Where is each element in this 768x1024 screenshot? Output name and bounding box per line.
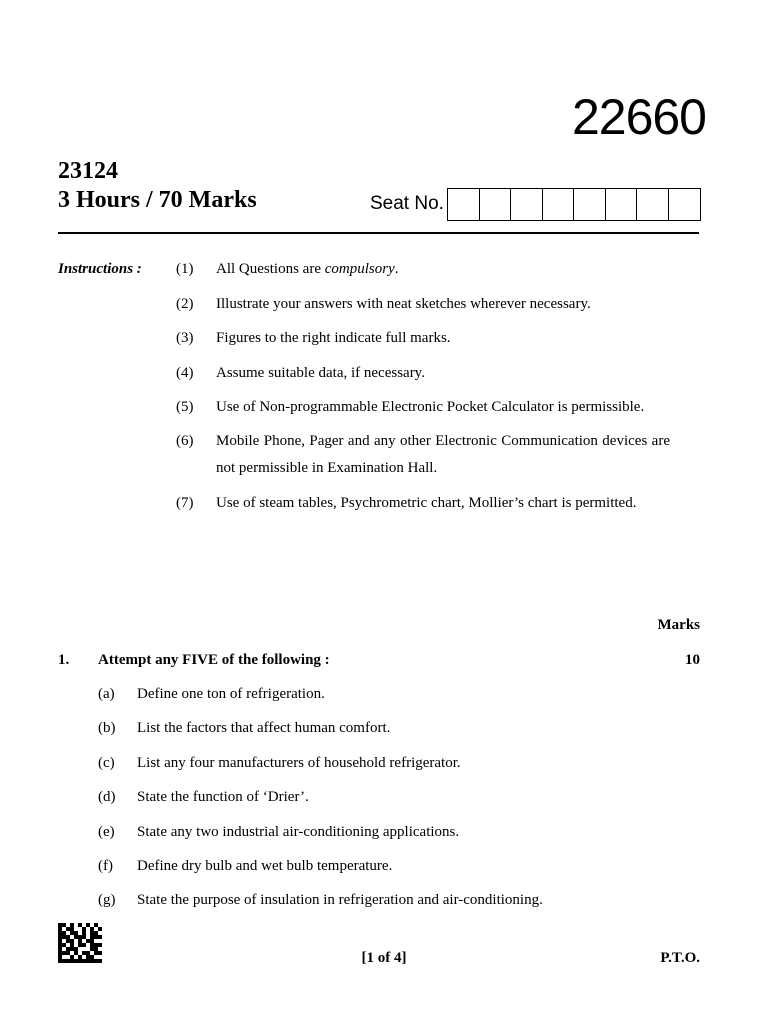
instruction-text-part: . [394, 261, 399, 277]
sub-question-label: (g) [98, 892, 116, 908]
seat-number-cell [511, 189, 543, 220]
instruction-text [216, 256, 691, 283]
instruction-text: Use of steam tables, Psychrometric chart, Mollier’s chart is permitted. [216, 495, 637, 511]
question-title: Attempt any FIVE of the following : [98, 652, 330, 668]
sub-question-label: (e) [98, 824, 115, 840]
duration-marks: 3 Hours / 70 Marks [58, 187, 257, 213]
sub-question-text: List the factors that affect human comfort. [137, 720, 391, 736]
sub-question-label: (f) [98, 858, 113, 874]
seat-number-boxes [447, 188, 701, 221]
instruction-emphasis: compulsory [324, 261, 395, 277]
sub-question-label: (a) [98, 686, 115, 702]
seat-number-label: Seat No. [370, 193, 444, 214]
please-turn-over: P.T.O. [660, 950, 700, 966]
sub-question-text: List any four manufacturers of household refrigerator. [137, 755, 461, 771]
page-number: [1 of 4] [361, 950, 407, 966]
instruction-text: Use of Non-programmable Electronic Pocket Calculator is permissible. [216, 399, 645, 415]
seat-number-cell [669, 189, 701, 220]
question-marks: 10 [685, 652, 700, 668]
paper-code: 22660 [571, 89, 706, 145]
seat-number-cell [543, 189, 575, 220]
seat-number-cell [606, 189, 638, 220]
instruction-text: Figures to the right indicate full marks. [216, 330, 451, 346]
header-divider [58, 232, 699, 234]
sub-question-text: State the function of ‘Drier’. [137, 789, 309, 805]
instruction-text: Mobile Phone, Pager and any other Electronic Communication devices are not permissible in Examination Hall. [216, 433, 670, 476]
sub-question-text: Define dry bulb and wet bulb temperature. [137, 858, 393, 874]
sub-question-text: Define one ton of refrigeration. [137, 686, 325, 702]
marks-column-heading: Marks [657, 617, 700, 633]
instruction-number: (5) [176, 399, 194, 415]
instruction-number: (2) [176, 296, 194, 312]
instruction-text-part: All Questions are [216, 261, 325, 277]
seat-number-cell [448, 189, 480, 220]
instruction-number: (1) [176, 261, 194, 277]
sub-question-text: State any two industrial air-conditioning applications. [137, 824, 460, 840]
sub-question-label: (b) [98, 720, 116, 736]
instruction-number: (4) [176, 365, 194, 381]
sub-question-label: (c) [98, 755, 115, 771]
seat-number-cell [480, 189, 512, 220]
exam-code: 23124 [58, 158, 118, 184]
seat-number-cell [574, 189, 606, 220]
instruction-text: Illustrate your answers with neat sketches wherever necessary. [216, 296, 591, 312]
instructions-label: Instructions : [58, 261, 142, 277]
seat-number-cell [637, 189, 669, 220]
instruction-number: (6) [176, 433, 194, 449]
instruction-number: (7) [176, 495, 194, 511]
instruction-number: (3) [176, 330, 194, 346]
sub-question-label: (d) [98, 789, 116, 805]
sub-question-text: State the purpose of insulation in refrigeration and air-conditioning. [137, 892, 543, 908]
question-number: 1. [58, 652, 70, 668]
instruction-text: Assume suitable data, if necessary. [216, 365, 425, 381]
